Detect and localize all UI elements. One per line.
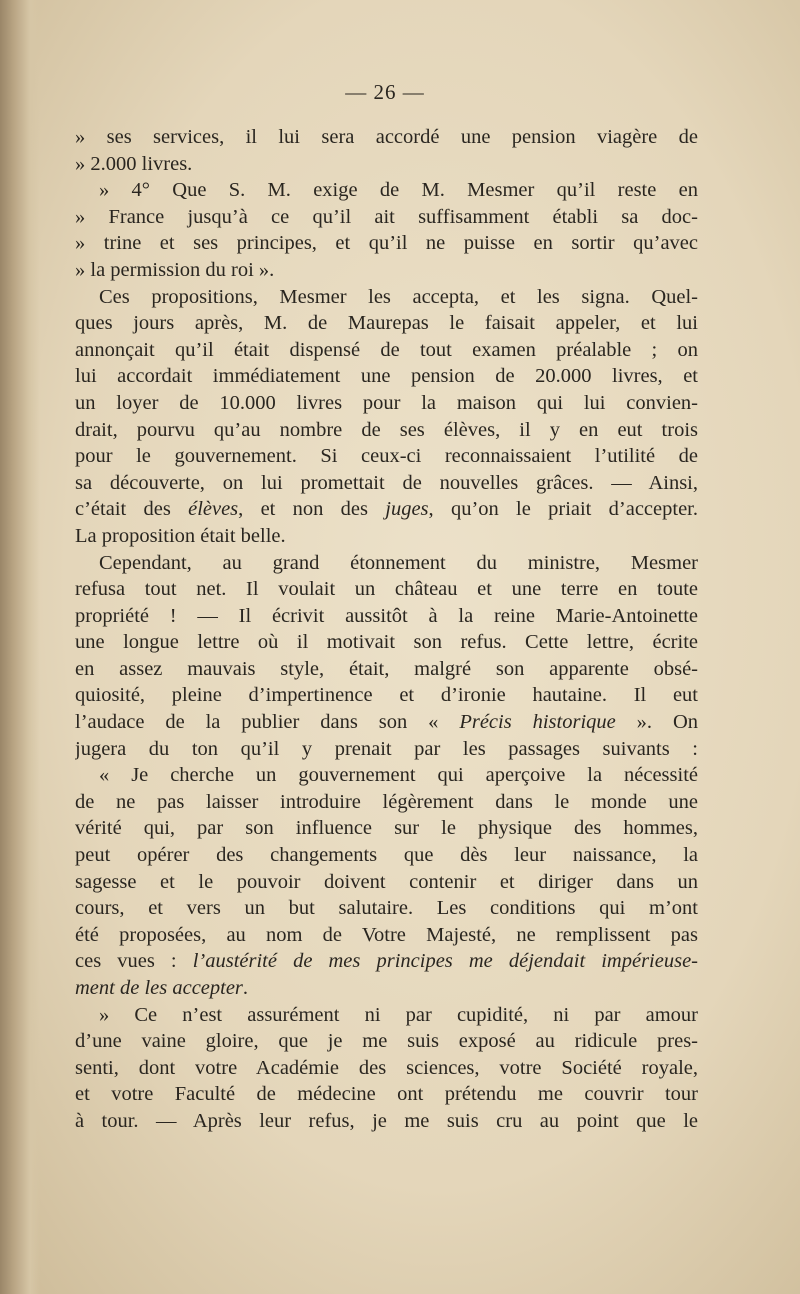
text-span: .	[242, 977, 249, 999]
text-line: Cependant, au grand étonnement du ministre, Mesmer	[99, 551, 698, 574]
italic-span: l’austérité de mes principes me déjendait impérieuse-	[192, 950, 698, 973]
text-line: peut opérer des changements que dès leur naissance, la	[75, 844, 698, 867]
text-line	[75, 709, 698, 736]
text-span: , qu’on le priait d’accepter.	[428, 498, 698, 521]
text-line: et votre Faculté de médecine ont prétendu me couvrir tour	[75, 1083, 698, 1106]
text-line: de ne pas laisser introduire légèrement dans le monde une	[75, 790, 698, 813]
text-line: vérité qui, par son influence sur le physique des hommes,	[75, 817, 698, 840]
text-line: en assez mauvais style, était, malgré son apparente obsé-	[75, 657, 698, 680]
text-line: sa découverte, on lui promettait de nouvelles grâces. — Ainsi,	[75, 471, 698, 494]
text-line: d’une vaine gloire, que je me suis exposé au ridicule pres-	[75, 1030, 698, 1053]
text-line: La proposition était belle.	[75, 524, 286, 547]
text-line: sagesse et le pouvoir doivent contenir et diriger dans un	[75, 870, 698, 893]
text-line: jugera du ton qu’il y prenait par les passages suivants :	[75, 737, 698, 760]
italic-span: juges	[385, 498, 429, 521]
italic-span: élèves	[188, 498, 239, 521]
page-number: — 26 —	[345, 80, 425, 104]
text-line: » la permission du roi ».	[75, 258, 275, 281]
text-line: ques jours après, M. de Maurepas le faisait appeler, et lui	[75, 312, 698, 335]
body-text	[75, 124, 698, 1135]
italic-span: Précis historique	[459, 711, 616, 734]
text-line: une longue lettre où il motivait son refus. Cette lettre, écrite	[75, 631, 698, 654]
text-line	[75, 496, 698, 523]
text-line: « Je cherche un gouvernement qui aperçoive la nécessité	[99, 764, 698, 787]
text-span: ». On	[615, 711, 698, 734]
text-span: ces vues :	[75, 950, 193, 973]
text-line: » 4° Que S. M. exige de M. Mesmer qu’il reste en	[99, 179, 698, 202]
text-line: annonçait qu’il était dispensé de tout examen préalable ; on	[75, 338, 698, 361]
text-line: Ces propositions, Mesmer les accepta, et les signa. Quel-	[99, 285, 698, 308]
text-line: » France jusqu’à ce qu’il ait suffisamment établi sa doc-	[75, 205, 698, 228]
text-line: lui accordait immédiatement une pension de 20.000 livres, et	[75, 365, 698, 388]
text-line: senti, dont votre Académie des sciences, votre Société royale,	[75, 1056, 698, 1079]
text-line: » 2.000 livres.	[75, 152, 193, 175]
text-span: , et non des	[238, 498, 386, 521]
text-line	[75, 975, 698, 1002]
text-line: » Ce n’est assurément ni par cupidité, ni par amour	[99, 1003, 698, 1026]
text-line: » trine et ses principes, et qu’il ne puisse en sortir qu’avec	[75, 232, 698, 255]
text-line: » ses services, il lui sera accordé une pension viagère de	[75, 126, 698, 148]
italic-span: ment de les accepter	[75, 977, 243, 999]
text-line: pour le gouvernement. Si ceux-ci reconnaissaient l’utilité de	[75, 445, 698, 468]
text-line: cours, et vers un but salutaire. Les conditions qui m’ont	[75, 897, 698, 920]
text-span: c’était des	[75, 498, 189, 521]
text-line	[75, 948, 698, 975]
text-span: l’audace de la publier dans son «	[75, 711, 460, 734]
text-line: un loyer de 10.000 livres pour la maison qui lui convien-	[75, 391, 698, 414]
text-line: été proposées, au nom de Votre Majesté, ne remplissent pas	[75, 923, 698, 946]
text-line: à tour. — Après leur refus, je me suis cru au point que le	[75, 1109, 698, 1132]
page-binding-shadow	[0, 0, 40, 1294]
text-line: drait, pourvu qu’au nombre de ses élèves, il y en eut trois	[75, 418, 698, 441]
text-line: refusa tout net. Il voulait un château et une terre en toute	[75, 578, 698, 601]
text-line: propriété ! — Il écrivit aussitôt à la reine Marie-Antoinette	[75, 604, 698, 627]
text-line: quiosité, pleine d’impertinence et d’ironie hautaine. Il eut	[75, 684, 698, 707]
